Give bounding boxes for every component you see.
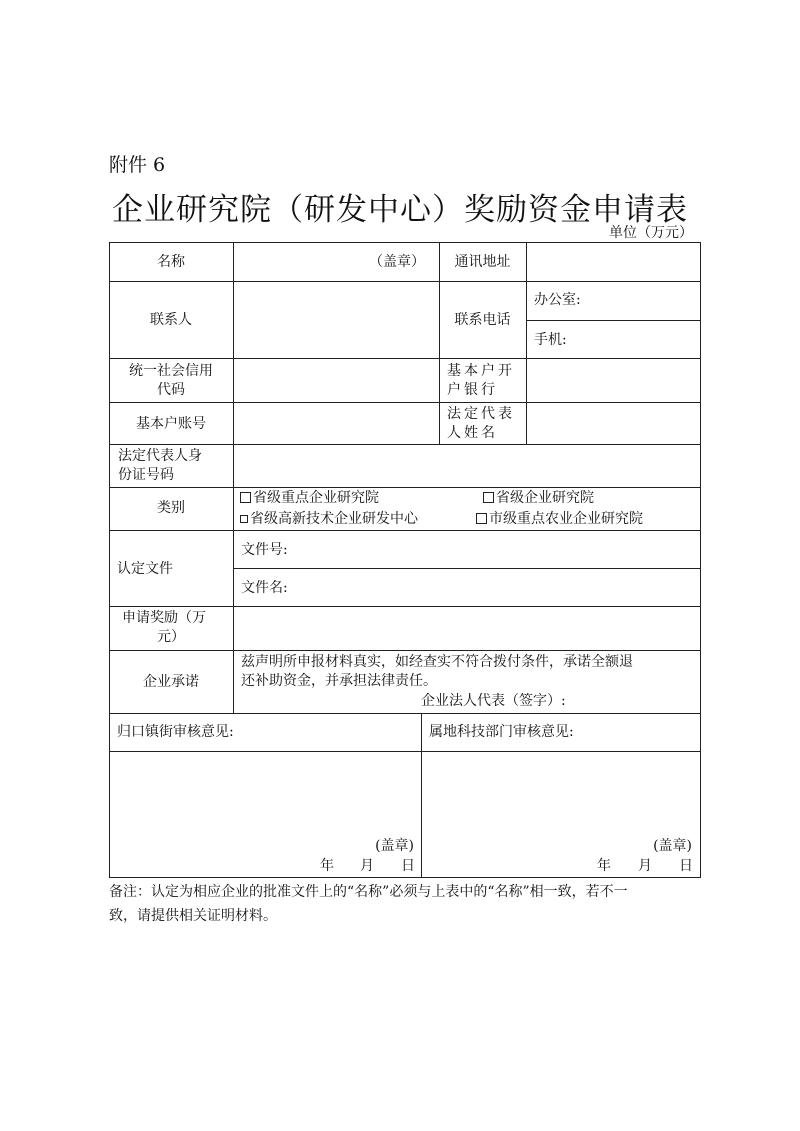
town-date-month: 月	[360, 858, 374, 874]
checkbox-icon[interactable]	[240, 492, 251, 503]
commitment-label: 企业承诺	[143, 674, 199, 690]
address-label: 通讯地址	[454, 254, 511, 270]
office-phone-label: 办公室:	[534, 292, 581, 308]
legal-rep-name-label-line1: 法定代表	[447, 406, 515, 422]
doc-name-label: 文件名:	[241, 580, 288, 596]
commitment-text-line1: 兹声明所申报材料真实，如经查实不符合拨付条件，承诺全额退	[241, 654, 633, 670]
credit-code-label-line2: 代码	[157, 382, 185, 398]
account-label: 基本户账号	[136, 416, 206, 432]
category-label: 类别	[157, 500, 185, 516]
category-option-provincial[interactable]: 省级企业研究院	[483, 488, 594, 508]
tech-stamp-label: (盖章)	[653, 838, 692, 854]
phone-label: 联系电话	[454, 312, 511, 328]
checkbox-icon[interactable]	[476, 513, 487, 524]
footnote-line1: 备注：认定为相应企业的批准文件上的“名称”必须与上表中的“名称”相一致，若不一	[109, 884, 628, 900]
town-date-day: 日	[401, 858, 415, 874]
apply-amount-label-line2: 元）	[157, 629, 185, 645]
doc-number-label: 文件号:	[241, 542, 288, 558]
town-date-year: 年	[320, 858, 334, 874]
footnote	[109, 880, 701, 928]
category-option-hightech-rd[interactable]: 省级高新技术企业研发中心	[240, 509, 418, 529]
mobile-phone-label: 手机:	[534, 332, 567, 348]
town-stamp-label: (盖章)	[375, 838, 414, 854]
tech-review-label: 属地科技部门审核意见:	[429, 724, 574, 740]
contact-label: 联系人	[150, 312, 192, 328]
name-seal-label: （盖章）	[369, 254, 425, 270]
category-option-city-agri[interactable]: 市级重点农业企业研究院	[476, 509, 643, 529]
checkbox-icon[interactable]	[240, 515, 248, 523]
tech-date-year: 年	[597, 858, 611, 874]
legal-sign-label: 企业法人代表（签字）:	[421, 693, 566, 709]
tech-date-day: 日	[679, 858, 693, 874]
credit-code-label-line1: 统一社会信用	[129, 363, 213, 379]
commitment-text-line2: 还补助资金，并承担法律责任。	[241, 673, 437, 689]
apply-amount-label-line1: 申请奖励（万	[122, 610, 206, 626]
page-title: 企业研究院（研发中心）奖励资金申请表	[112, 192, 688, 228]
name-label: 名称	[157, 254, 185, 270]
cert-doc-label: 认定文件	[117, 561, 173, 577]
legal-rep-id-label-line2: 份证号码	[118, 467, 174, 483]
legal-rep-id-label-line1: 法定代表人身	[118, 448, 202, 464]
legal-rep-name-label-line2: 人姓名	[447, 425, 498, 441]
checkbox-icon[interactable]	[483, 492, 494, 503]
unit-label: 单位（万元）	[609, 225, 693, 241]
bank-label-line1: 基本户开	[447, 363, 515, 379]
attachment-label: 附件 6	[109, 154, 166, 176]
category-option-provincial-key[interactable]: 省级重点企业研究院	[240, 488, 379, 508]
tech-date-month: 月	[638, 858, 652, 874]
town-review-label: 归口镇街审核意见:	[117, 724, 234, 740]
bank-label-line2: 户银行	[447, 382, 498, 398]
footnote-line2: 致，请提供相关证明材料。	[109, 908, 277, 924]
